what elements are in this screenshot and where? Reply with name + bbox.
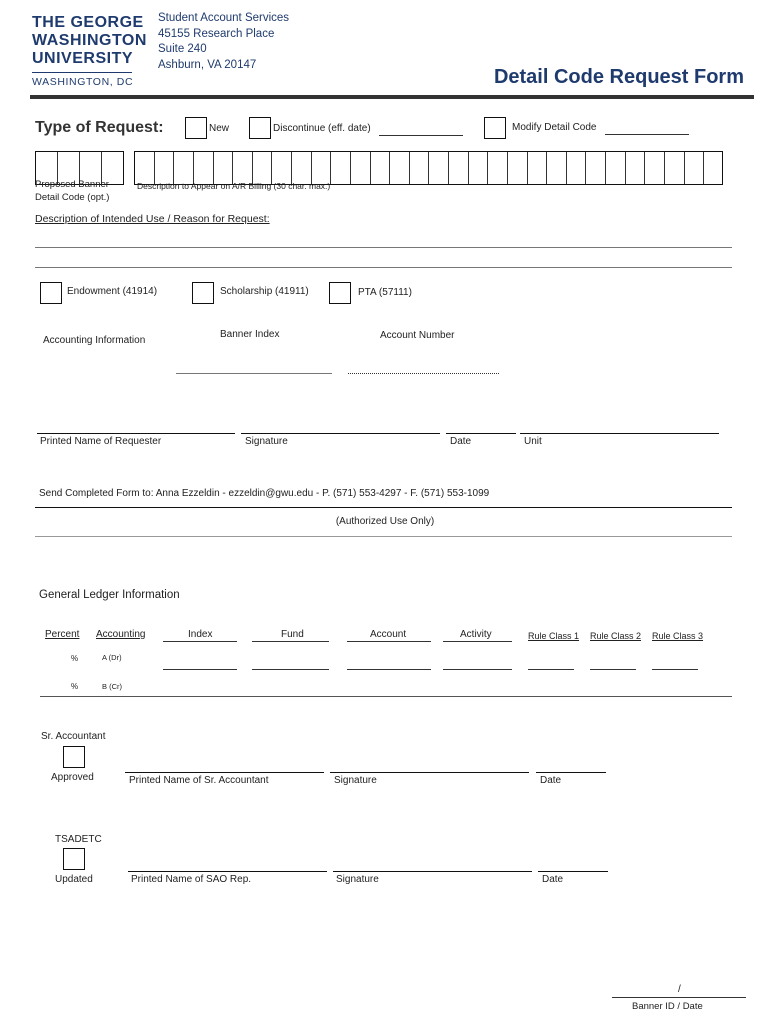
description-char-cell[interactable] bbox=[645, 152, 665, 184]
gl-header-fund: Fund bbox=[281, 629, 304, 640]
logo-line-4: WASHINGTON, DC bbox=[32, 76, 134, 88]
gl-row-1-account-field[interactable] bbox=[347, 669, 431, 670]
banner-id-line[interactable] bbox=[612, 997, 746, 998]
description-char-cell[interactable] bbox=[508, 152, 528, 184]
description-label: Description to Appear on A/R Billing (30 char. max.) bbox=[137, 181, 331, 191]
address-line-4: Ashburn, VA 20147 bbox=[158, 58, 257, 71]
logo-divider bbox=[32, 72, 132, 73]
requester-unit-label: Unit bbox=[524, 436, 542, 447]
description-char-cell[interactable] bbox=[528, 152, 548, 184]
gl-header-account: Account bbox=[370, 629, 407, 640]
gl-header-rule-class-2: Rule Class 2 bbox=[590, 631, 642, 641]
endowment-checkbox[interactable] bbox=[40, 282, 62, 304]
approved-label: Approved bbox=[51, 772, 94, 783]
pta-label: PTA (57111) bbox=[358, 287, 412, 298]
send-to-text: Send Completed Form to: Anna Ezzeldin - ezzeldin@gwu.edu - P. (571) 553-4297 - F. (571) 553-1099 bbox=[39, 488, 490, 499]
description-char-cell[interactable] bbox=[253, 152, 273, 184]
updated-checkbox[interactable] bbox=[63, 848, 85, 870]
description-char-cell[interactable] bbox=[174, 152, 194, 184]
description-char-cell[interactable] bbox=[292, 152, 312, 184]
description-char-cell[interactable] bbox=[351, 152, 371, 184]
new-label: New bbox=[209, 123, 230, 134]
modify-code-line[interactable] bbox=[605, 134, 689, 135]
approved-checkbox[interactable] bbox=[63, 746, 85, 768]
intended-use-line-2[interactable] bbox=[35, 267, 732, 268]
address-line-2: 45155 Research Place bbox=[158, 27, 275, 40]
form-title: Detail Code Request Form bbox=[493, 66, 744, 88]
requester-date-line[interactable] bbox=[446, 433, 516, 434]
description-char-cell[interactable] bbox=[410, 152, 430, 184]
requester-unit-line[interactable] bbox=[520, 433, 719, 434]
accounting-info-label: Accounting Information bbox=[43, 335, 146, 346]
intended-use-line-1[interactable] bbox=[35, 247, 732, 248]
gl-header-fund-line bbox=[252, 641, 329, 642]
sr-accountant-signature-line[interactable] bbox=[330, 772, 529, 773]
discontinue-date-line[interactable] bbox=[379, 135, 463, 136]
description-char-cell[interactable] bbox=[685, 152, 705, 184]
description-char-cell[interactable] bbox=[488, 152, 508, 184]
gl-header-activity: Activity bbox=[460, 629, 492, 640]
gl-header-activity-line bbox=[443, 641, 512, 642]
sao-rep-signature-line[interactable] bbox=[333, 871, 532, 872]
gl-row-1-index-field[interactable] bbox=[163, 669, 237, 670]
banner-index-line[interactable] bbox=[176, 373, 332, 374]
description-char-cell[interactable] bbox=[312, 152, 332, 184]
updated-label: Updated bbox=[55, 874, 93, 885]
description-char-cell[interactable] bbox=[469, 152, 489, 184]
gl-header-accounting: Accounting bbox=[96, 629, 146, 640]
sao-rep-signature-label: Signature bbox=[336, 874, 379, 885]
address-block bbox=[158, 11, 289, 73]
type-of-request-label: Type of Request: bbox=[35, 119, 164, 136]
gl-title: General Ledger Information bbox=[39, 589, 180, 601]
intended-use-label: Description of Intended Use / Reason for Request: bbox=[35, 213, 270, 225]
description-char-cell[interactable] bbox=[155, 152, 175, 184]
account-number-label: Account Number bbox=[380, 330, 455, 341]
description-char-cell[interactable] bbox=[371, 152, 391, 184]
description-char-cell[interactable] bbox=[626, 152, 646, 184]
sr-accountant-signature-label: Signature bbox=[334, 775, 377, 786]
requester-name-label: Printed Name of Requester bbox=[40, 436, 162, 447]
address-line-3: Suite 240 bbox=[158, 43, 207, 55]
description-boxes[interactable] bbox=[134, 151, 723, 185]
description-char-cell[interactable] bbox=[135, 152, 155, 184]
address-line-1: Student Account Services bbox=[158, 12, 290, 24]
gl-header-percent: Percent bbox=[45, 629, 80, 640]
gl-header-account-line bbox=[347, 641, 431, 642]
new-checkbox[interactable] bbox=[185, 117, 207, 139]
sao-rep-name-line[interactable] bbox=[128, 871, 327, 872]
modify-label: Modify Detail Code bbox=[512, 122, 597, 133]
sr-accountant-name-line[interactable] bbox=[125, 772, 324, 773]
sr-accountant-date-label: Date bbox=[540, 775, 562, 786]
gl-row-1-rule-class-3-field[interactable] bbox=[652, 669, 698, 670]
banner-code-label-1: Proposed Banner bbox=[35, 179, 109, 190]
gl-row-1-rule-class-2-field[interactable] bbox=[590, 669, 636, 670]
authorized-bottom-line bbox=[35, 536, 732, 537]
logo-line-1: THE GEORGE bbox=[32, 14, 144, 31]
gl-header-index: Index bbox=[188, 629, 213, 640]
requester-signature-label: Signature bbox=[245, 436, 288, 447]
gl-row-1-rule-class-1-field[interactable] bbox=[528, 669, 574, 670]
logo-line-3: UNIVERSITY bbox=[32, 50, 134, 67]
gl-row-1-percent: % bbox=[71, 654, 79, 663]
gl-row-1-fund-field[interactable] bbox=[252, 669, 329, 670]
description-char-cell[interactable] bbox=[429, 152, 449, 184]
description-char-cell[interactable] bbox=[272, 152, 292, 184]
authorized-use-label: (Authorized Use Only) bbox=[335, 516, 435, 527]
description-char-cell[interactable] bbox=[606, 152, 626, 184]
gl-header-index-line bbox=[163, 641, 237, 642]
banner-id-date-label: Banner ID / Date bbox=[632, 1001, 703, 1012]
modify-checkbox[interactable] bbox=[484, 117, 506, 139]
description-char-cell[interactable] bbox=[233, 152, 253, 184]
sao-rep-date-line[interactable] bbox=[538, 871, 608, 872]
banner-id-slash: / bbox=[678, 984, 681, 995]
description-char-cell[interactable] bbox=[194, 152, 214, 184]
gl-row-1-label: A (Dr) bbox=[102, 653, 122, 662]
description-char-cell[interactable] bbox=[331, 152, 351, 184]
gl-header-rule-class-3: Rule Class 3 bbox=[652, 631, 704, 641]
endowment-label: Endowment (41914) bbox=[67, 286, 158, 297]
header-rule bbox=[30, 95, 754, 99]
discontinue-checkbox[interactable] bbox=[249, 117, 271, 139]
sr-accountant-name-label: Printed Name of Sr. Accountant bbox=[129, 775, 269, 786]
account-number-line[interactable] bbox=[348, 373, 499, 374]
description-char-cell[interactable] bbox=[547, 152, 567, 184]
description-char-cell[interactable] bbox=[665, 152, 685, 184]
sao-rep-date-label: Date bbox=[542, 874, 564, 885]
requester-name-line[interactable] bbox=[37, 433, 235, 434]
banner-index-label: Banner Index bbox=[220, 329, 280, 340]
description-char-cell[interactable] bbox=[214, 152, 234, 184]
sr-accountant-title: Sr. Accountant bbox=[41, 731, 106, 742]
scholarship-label: Scholarship (41911) bbox=[220, 286, 309, 297]
pta-checkbox[interactable] bbox=[329, 282, 351, 304]
gl-row-2-percent: % bbox=[71, 682, 79, 691]
gl-row-2-line[interactable] bbox=[40, 696, 732, 697]
banner-code-label-2: Detail Code (opt.) bbox=[35, 192, 110, 203]
logo-line-2: WASHINGTON bbox=[32, 32, 147, 49]
description-char-cell[interactable] bbox=[449, 152, 469, 184]
discontinue-label: Discontinue (eff. date) bbox=[273, 123, 371, 134]
sao-rep-name-label: Printed Name of SAO Rep. bbox=[131, 874, 252, 885]
gl-row-1-activity-field[interactable] bbox=[443, 669, 512, 670]
description-char-cell[interactable] bbox=[567, 152, 587, 184]
description-char-cell[interactable] bbox=[390, 152, 410, 184]
authorized-top-line bbox=[35, 507, 732, 508]
sr-accountant-date-line[interactable] bbox=[536, 772, 606, 773]
scholarship-checkbox[interactable] bbox=[192, 282, 214, 304]
description-char-cell[interactable] bbox=[586, 152, 606, 184]
requester-date-label: Date bbox=[450, 436, 472, 447]
tsadetc-title: TSADETC bbox=[55, 834, 102, 845]
requester-signature-line[interactable] bbox=[241, 433, 440, 434]
gl-header-rule-class-1: Rule Class 1 bbox=[528, 631, 580, 641]
gl-row-2-label: B (Cr) bbox=[102, 682, 122, 691]
